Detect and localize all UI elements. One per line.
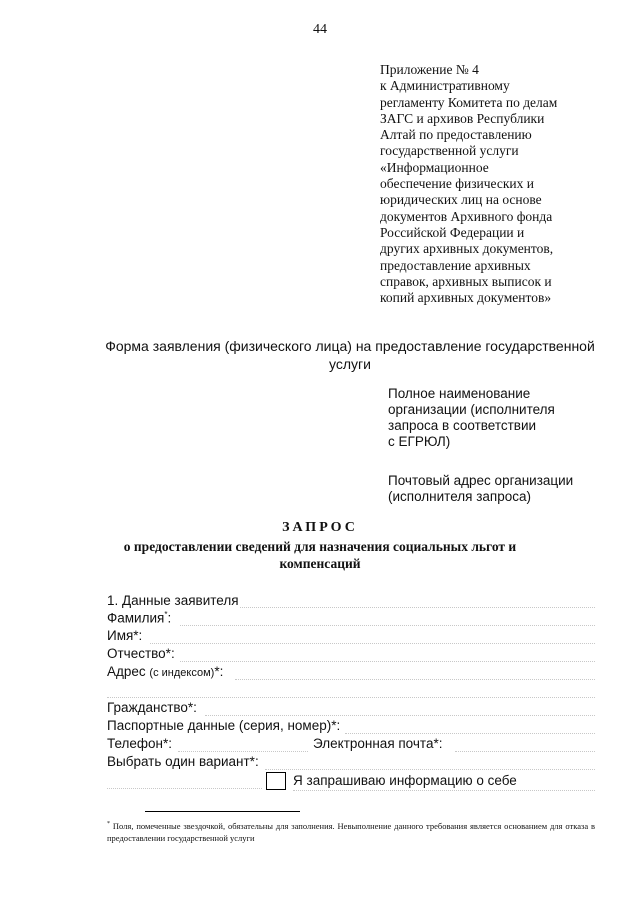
address-label xyxy=(107,664,223,679)
email-input-line[interactable] xyxy=(455,750,595,752)
appendix-line: юридических лиц на основе xyxy=(380,192,542,208)
appendix-block xyxy=(380,62,610,306)
footnote-mark: * xyxy=(107,821,110,827)
address-label-text: Адрес xyxy=(107,664,146,679)
address-input-line[interactable] xyxy=(235,678,595,680)
appendix-line: Алтай по предоставлению xyxy=(380,127,532,143)
appendix-line: копий архивных документов» xyxy=(380,290,552,306)
page-number: 44 xyxy=(313,22,327,37)
address-hint: (с индексом) xyxy=(149,667,215,679)
organization-name-line: запроса в соответствии xyxy=(388,418,537,433)
citizenship-label: Гражданство*: xyxy=(107,700,197,715)
appendix-line: предоставление архивных xyxy=(380,257,531,273)
email-label: Электронная почта*: xyxy=(313,736,443,751)
request-subheading-line: компенсаций xyxy=(279,556,361,571)
appendix-line: государственной услуги xyxy=(380,143,519,159)
phone-input-line[interactable] xyxy=(178,750,308,752)
passport-label: Паспортные данные (серия, номер)*: xyxy=(107,718,341,733)
name-input-line[interactable] xyxy=(150,642,595,644)
passport-input-line[interactable] xyxy=(345,732,595,734)
option-self-label: Я запрашиваю информацию о себе xyxy=(293,773,517,788)
organization-name-line: Полное наименование xyxy=(388,386,531,401)
organization-address-line: (исполнителя запроса) xyxy=(388,489,531,504)
footnote xyxy=(107,818,595,844)
phone-label: Телефон*: xyxy=(107,736,173,751)
appendix-line: других архивных документов, xyxy=(380,241,554,257)
surname-text: Фамилия xyxy=(107,610,165,626)
option-left-line xyxy=(107,787,262,789)
surname-label: Фамилия*: xyxy=(107,610,172,626)
form-title xyxy=(100,337,600,373)
appendix-line: Приложение № 4 xyxy=(380,62,479,77)
appendix-line: к Административному xyxy=(380,78,510,94)
option-self-checkbox[interactable] xyxy=(266,772,286,790)
appendix-line: регламенту Комитета по делам xyxy=(380,94,558,110)
organization-address-block xyxy=(388,473,628,505)
request-heading: ЗАПРОС xyxy=(282,520,358,535)
footnote-separator xyxy=(145,811,300,812)
appendix-line: ЗАГС и архивов Республики xyxy=(380,110,545,126)
appendix-line: «Информационное xyxy=(380,159,489,175)
address-input-line-2[interactable] xyxy=(107,696,595,698)
form-title-line: Форма заявления (физического лица) на предоставление государственной xyxy=(105,338,595,354)
patronymic-input-line[interactable] xyxy=(180,660,595,662)
organization-address-line: Почтовый адрес организации xyxy=(388,473,574,488)
citizenship-input-line[interactable] xyxy=(205,714,595,716)
organization-name-block xyxy=(388,386,628,450)
appendix-line: обеспечение физических и xyxy=(380,176,535,192)
patronymic-label: Отчество*: xyxy=(107,646,175,661)
footnote-text: Поля, помеченные звездочкой, обязательны для заполнения. Невыполнение данного требования является основанием для отказа в предоставлении государственной услуги xyxy=(107,820,595,843)
request-subheading xyxy=(100,538,540,572)
choose-option-label: Выбрать один вариант*: xyxy=(107,754,259,769)
section-title-fill-line xyxy=(240,606,595,608)
name-label: Имя*: xyxy=(107,628,143,643)
organization-name-line: с ЕГРЮЛ) xyxy=(388,434,451,449)
choose-option-line xyxy=(265,768,595,770)
request-subheading-line: о предоставлении сведений для назначения социальных льгот и xyxy=(123,539,517,554)
surname-required-mark: * xyxy=(164,610,168,619)
organization-name-line: организации (исполнителя xyxy=(388,402,555,417)
form-title-line: услуги xyxy=(329,356,371,372)
appendix-line: документов Архивного фонда xyxy=(380,208,553,224)
option-right-line xyxy=(293,789,595,791)
surname-input-line[interactable] xyxy=(180,624,595,626)
appendix-line: Российской Федерации и xyxy=(380,224,525,240)
address-required-suffix: *: xyxy=(214,664,224,679)
section-title-applicant: 1. Данные заявителя xyxy=(107,593,239,608)
appendix-line: справок, архивных выписок и xyxy=(380,273,552,289)
